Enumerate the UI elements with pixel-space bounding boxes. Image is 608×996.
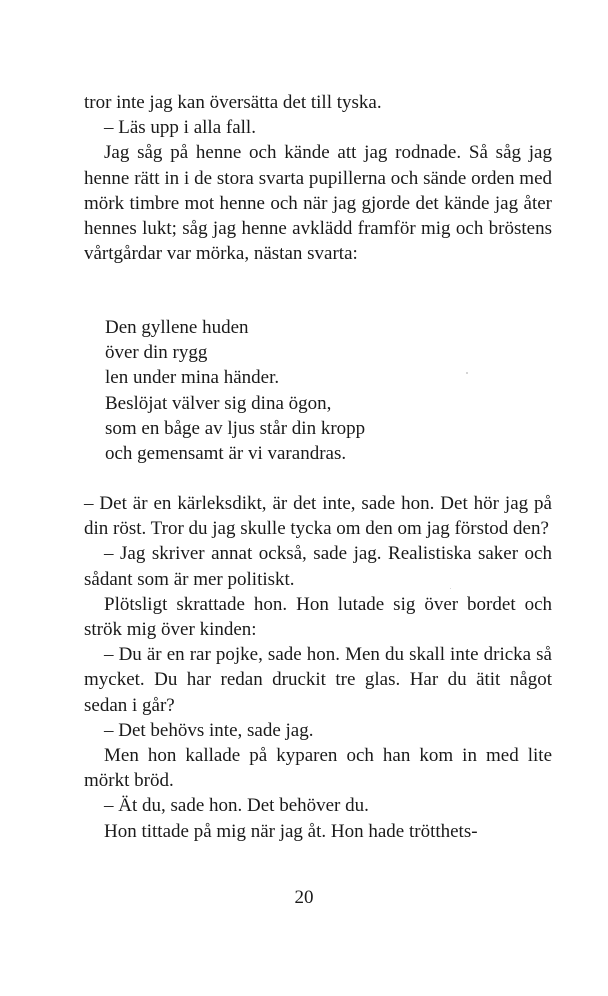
paragraph: – Läs upp i alla fall. — [104, 117, 256, 139]
paragraph: – Ät du, sade hon. Det behöver du. — [104, 795, 369, 817]
poem-line: Beslöjat välver sig dina ögon, — [105, 392, 332, 414]
poem-line: len under mina händer. — [105, 367, 280, 389]
paper-speck — [466, 372, 468, 374]
paragraph: Hon tittade på mig när jag åt. Hon hade trötthets- — [104, 820, 478, 842]
paragraph: – Jag skriver annat också, sade jag. Realistiska saker och sådant som är mer politiskt. — [84, 543, 552, 590]
paper-speck — [450, 588, 451, 589]
poem-line: över din rygg — [105, 342, 208, 364]
paragraph: – Det är en kärleksdikt, är det inte, sade hon. Det hör jag på din röst. Tror du jag skulle tycka om den om jag förstod den? — [84, 493, 552, 540]
poem-line: Den gyllene huden — [105, 317, 249, 338]
paragraph: – Det behövs inte, sade jag. — [104, 719, 314, 741]
poem-line: som en båge av ljus står din kropp — [105, 417, 366, 439]
paragraph: – Du är en rar pojke, sade hon. Men du skall inte dricka så mycket. Du har redan druckit tre glas. Har du ätit något sedan i går? — [84, 644, 552, 716]
poem — [105, 315, 545, 466]
paragraph: Jag såg på henne och kände att jag rodnade. Så såg jag henne rätt in i de stora svarta pupillerna och sände orden med mörk timbre mot henne och när jag gjorde det kände jag åter hennes lukt; såg jag henne avklädd framför mig och bröstens vårtgårdar var mörka, nästan svarta: — [84, 142, 552, 265]
paragraph: Men hon kallade på kyparen och han kom in med lite mörkt bröd. — [84, 745, 552, 792]
paragraph: tror inte jag kan översätta det till tyska. — [84, 92, 382, 113]
text-block-after-poem — [84, 491, 552, 844]
text-block-before-poem — [84, 90, 552, 266]
page-number: 20 — [294, 887, 314, 908]
paragraph: Plötsligt skrattade hon. Hon lutade sig över bordet och strök mig över kinden: — [84, 593, 552, 641]
poem-line: och gemensamt är vi varandras. — [105, 443, 347, 465]
